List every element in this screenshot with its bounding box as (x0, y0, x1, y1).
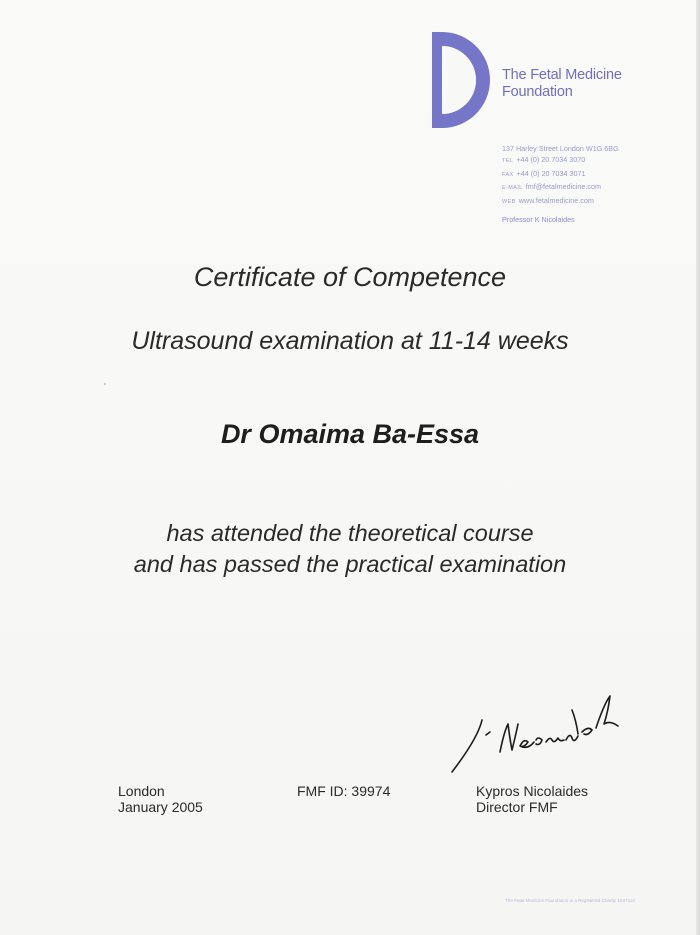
signatory-name: Kypros Nicolaides (476, 783, 589, 799)
signatory-title: Director FMF (476, 799, 558, 815)
fmf-d-logo-icon (432, 32, 492, 128)
fax: +44 (0) 20 7034 3071 (516, 168, 586, 178)
telephone: +44 (0) 20 7034 3070 (516, 155, 586, 165)
email-label: E-MAIL (502, 185, 523, 192)
letterhead-director: Professor K Nicolaides (502, 215, 575, 225)
web-label: WEB (502, 198, 516, 205)
issue-place: London (118, 783, 165, 799)
handwritten-signature (448, 690, 628, 775)
email: fmf@fetalmedicine.com (525, 182, 601, 192)
certificate-statement (0, 518, 700, 580)
statement-line2: and has passed the practical examination (133, 551, 567, 577)
fax-label: FAX (502, 171, 514, 178)
paper-speck (104, 383, 106, 385)
letterhead-contact (502, 143, 682, 225)
organization-name-line2: Foundation (502, 84, 573, 100)
tel-label: TEL (502, 158, 514, 165)
fmf-id-value: FMF ID: 39974 (297, 783, 391, 799)
statement-line1: has attended the theoretical course (166, 520, 534, 546)
recipient-name: Dr Omaima Ba-Essa (220, 419, 480, 449)
email-row (502, 181, 682, 194)
certificate-subtitle: Ultrasound examination at 11-14 weeks (131, 327, 569, 355)
charity-note: The Fetal Medicine Foundation is a Registered Charity 1037116 (505, 898, 635, 903)
place-and-date (118, 783, 203, 815)
issue-date: January 2005 (118, 799, 203, 815)
fax-row (502, 168, 682, 181)
signatory (476, 783, 588, 815)
website: www.fetalmedicine.com (518, 195, 594, 205)
organization-name (502, 67, 682, 101)
address: 137 Harley Street London W1G 6BG (502, 144, 619, 153)
certificate-title: Certificate of Competence (193, 262, 507, 292)
page-edge-shadow (696, 0, 700, 935)
web-row (502, 195, 682, 208)
telephone-row (502, 154, 682, 167)
organization-name-line1: The Fetal Medicine (502, 67, 622, 83)
fmf-id (297, 783, 390, 799)
